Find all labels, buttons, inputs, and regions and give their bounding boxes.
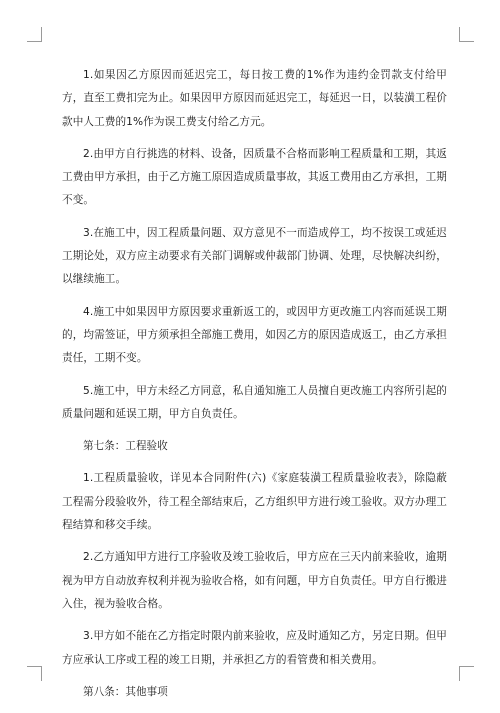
paragraph-party-a-rework: 4.施工中如果因甲方原因要求重新返工的，或因甲方更改施工内容而延误工期的，均需签证，甲方须承担全部施工费用，如因乙方的原因造成返工，由乙方承担责任，工期不变。 [62, 305, 447, 365]
crop-mark-top-right [459, 27, 474, 42]
crop-mark-top-left [27, 27, 42, 42]
paragraph-material-rework: 2.由甲方自行挑选的材料、设备，因质量不合格而影响工程质量和工期，其返工费由甲方承担，由于乙方施工原因造成质量事故，其返工费用由乙方承担，工期不变。 [62, 147, 447, 207]
section-heading-other-matters: 第八条：其他事项 [83, 685, 168, 698]
section-heading-acceptance: 第七条：工程验收 [83, 440, 168, 453]
crop-mark-bottom-left [27, 666, 42, 681]
paragraph-7-delay-penalty: 1.如果因乙方原因而延迟完工，每日按工费的1%作为违约金罚款支付给甲方，直至工费扣完为止。如果因甲方原因而延迟完工，每延迟一日，以装潢工程价款中人工费的1%作为误工费支付给乙方元。 [62, 69, 447, 128]
paragraph-dispute-stoppage: 3.在施工中，因工程质量问题、双方意见不一而造成停工，均不按误工或延迟工期论处，双方应主动要求有关部门调解或仲裁部门协调、处理，尽快解决纠纷，以继续施工。 [62, 226, 447, 286]
paragraph-acceptance-reschedule: 3.甲方如不能在乙方指定时限内前来验收，应及时通知乙方，另定日期。但甲方应承认工序或工程的竣工日期，并承担乙方的看管费和相关费用。 [62, 630, 447, 666]
document-body [62, 64, 447, 713]
paragraph-unauthorized-change: 5.施工中，甲方未经乙方同意，私自通知施工人员擅自更改施工内容所引起的质量问题和延误工期，甲方自负责任。 [62, 384, 447, 420]
crop-mark-bottom-right [459, 666, 474, 681]
paragraph-quality-acceptance: 1.工程质量验收，详见本合同附件(六)《家庭装潢工程质量验收表》，除隐蔽工程需分段验收外，待工程全部结束后，乙方组织甲方进行竣工验收。双方办理工程结算和移交手续。 [62, 472, 447, 532]
paragraph-acceptance-notice: 2.乙方通知甲方进行工序验收及竣工验收后，甲方应在三天内前来验收，逾期视为甲方自动放弃权利并视为验收合格，如有问题，甲方自负责任。甲方自行搬进入住，视为验收合格。 [62, 551, 447, 610]
